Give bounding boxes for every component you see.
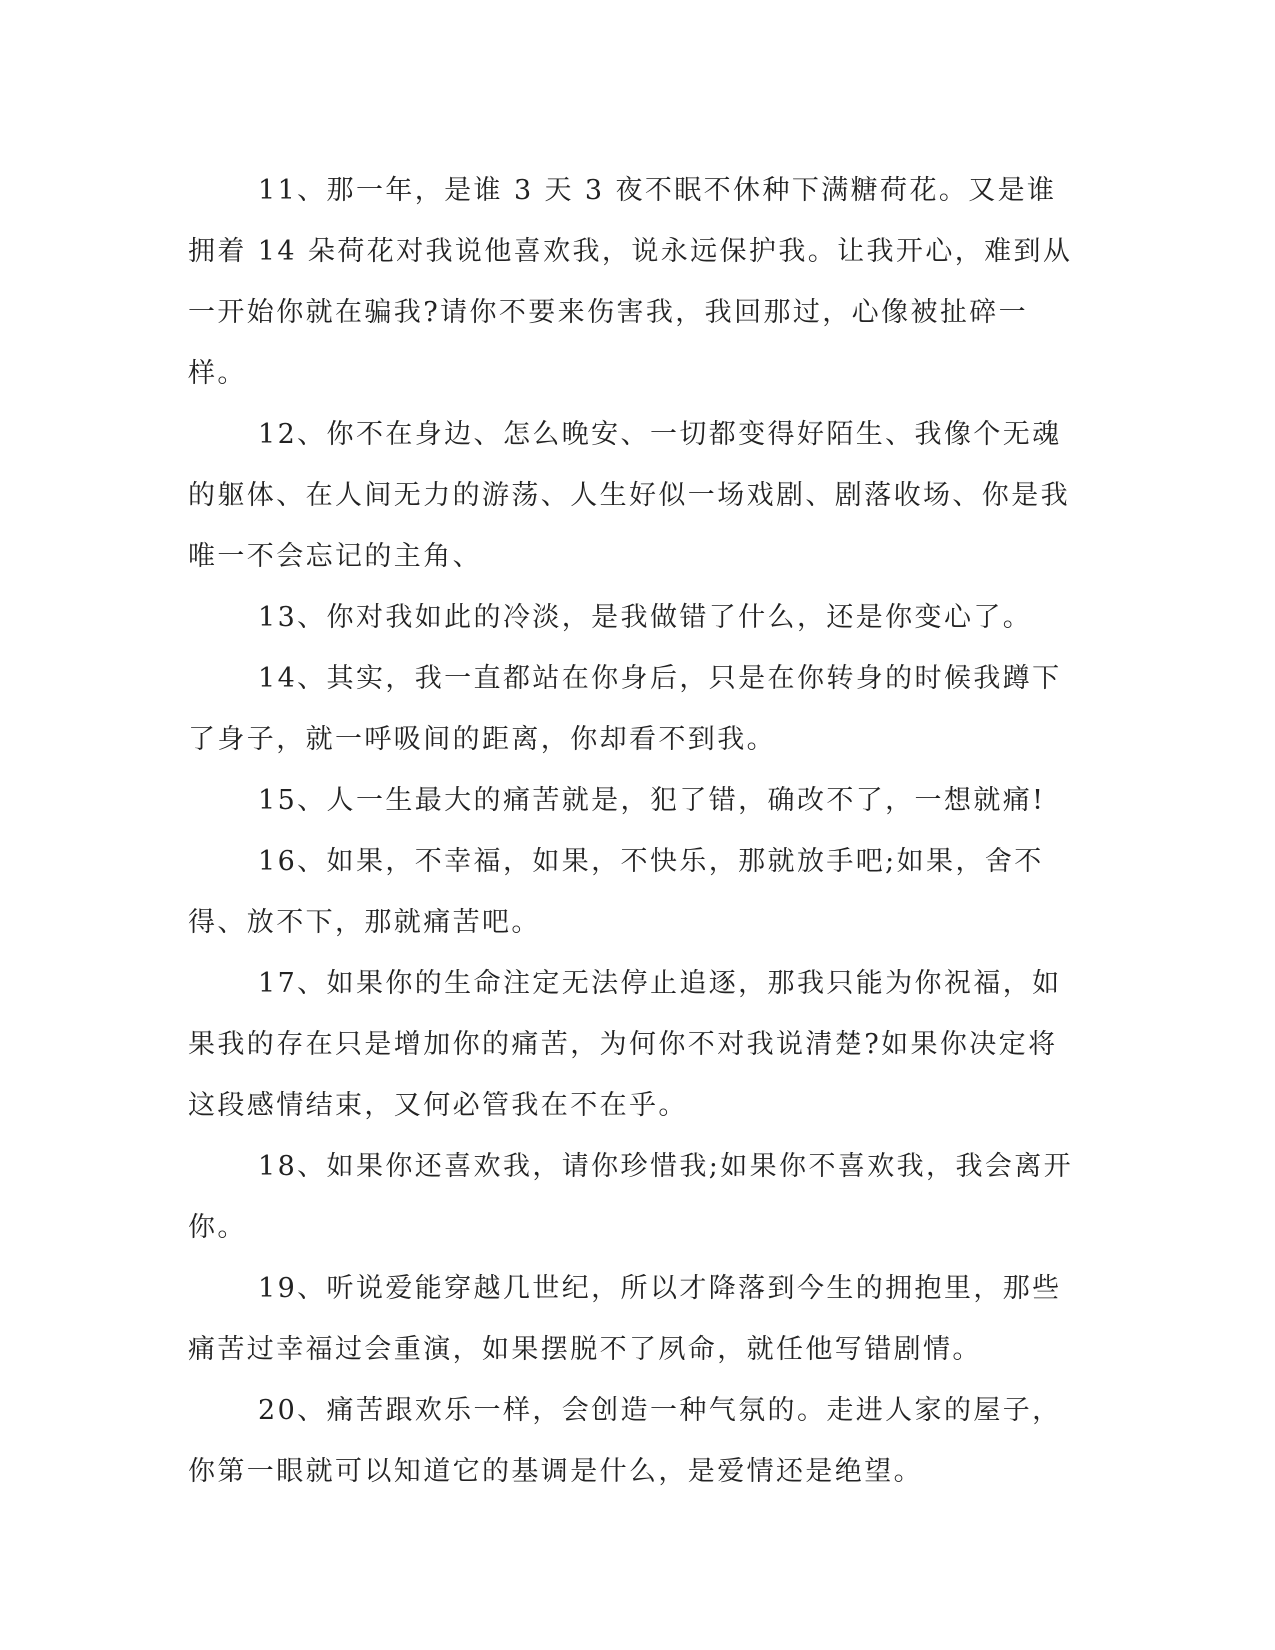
paragraph-14: 14、其实，我一直都站在你身后，只是在你转身的时候我蹲下了身子，就一呼吸间的距离，你却看不到我。 bbox=[188, 663, 1062, 755]
paragraph-17: 17、如果你的生命注定无法停止追逐，那我只能为你祝福，如果我的存在只是增加你的痛苦，为何你不对我说清楚?如果你决定将这段感情结束，又何必管我在不在乎。 bbox=[188, 968, 1062, 1121]
paragraph-19: 19、听说爱能穿越几世纪，所以才降落到今生的拥抱里，那些痛苦过幸福过会重演，如果摆脱不了夙命，就任他写错剧情。 bbox=[188, 1273, 1062, 1365]
paragraph-13: 13、你对我如此的冷淡，是我做错了什么，还是你变心了。 bbox=[258, 602, 1033, 633]
paragraph-16: 16、如果，不幸福，如果，不快乐，那就放手吧;如果，舍不得、放不下，那就痛苦吧。 bbox=[188, 846, 1044, 938]
paragraph-18: 18、如果你还喜欢我，请你珍惜我;如果你不喜欢我，我会离开你。 bbox=[188, 1151, 1074, 1243]
paragraph-12: 12、你不在身边、怎么晚安、一切都变得好陌生、我像个无魂的躯体、在人间无力的游荡、人生好似一场戏剧、剧落收场、你是我唯一不会忘记的主角、 bbox=[188, 419, 1070, 572]
paragraph-15: 15、人一生最大的痛苦就是，犯了错，确改不了，一想就痛! bbox=[258, 785, 1046, 816]
paragraph-20: 20、痛苦跟欢乐一样，会创造一种气氛的。走进人家的屋子，你第一眼就可以知道它的基调是什么，是爱情还是绝望。 bbox=[188, 1395, 1062, 1487]
document-body bbox=[188, 160, 1078, 1502]
paragraph-11: 11、那一年，是谁 3 天 3 夜不眠不休种下满糖荷花。又是谁拥着 14 朵荷花对我说他喜欢我，说永远保护我。让我开心，难到从一开始你就在骗我?请你不要来伤害我，我回那过，心像被扯碎一样。 bbox=[188, 175, 1073, 389]
